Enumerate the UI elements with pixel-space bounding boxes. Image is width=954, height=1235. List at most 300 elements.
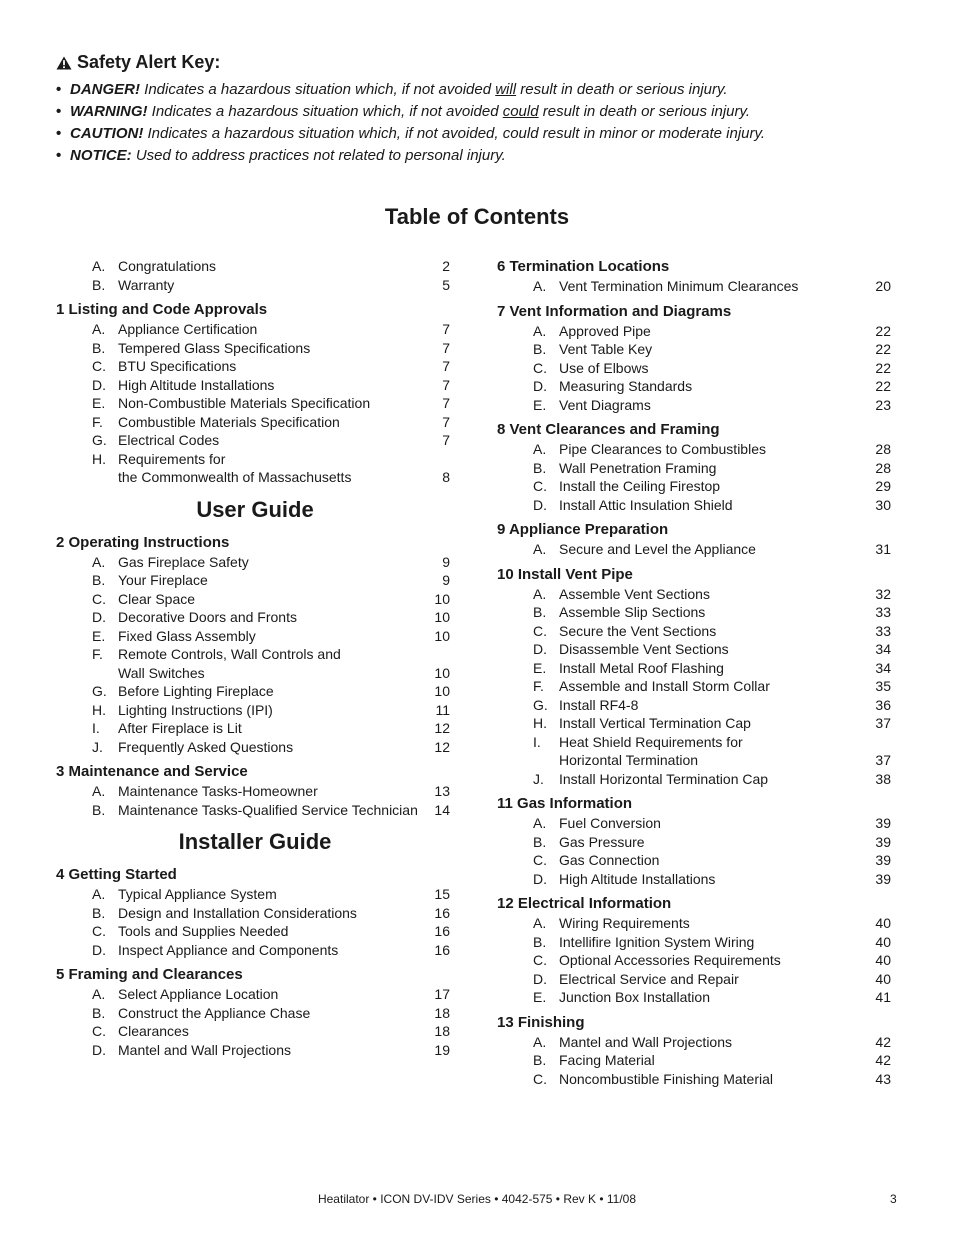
entry-page-number: 18 (434, 1023, 450, 1039)
toc-entry (56, 1041, 450, 1060)
guide-heading: Installer Guide (178, 829, 332, 854)
entry-letter: C. (92, 1023, 106, 1039)
toc-right-column (497, 257, 891, 1094)
toc-entry (497, 933, 891, 952)
entry-page-number: 7 (442, 376, 450, 393)
entry-title: Secure the Vent Sections (559, 622, 717, 639)
toc-entry (497, 377, 891, 396)
toc-section (497, 420, 891, 514)
entry-letter: D. (533, 378, 547, 394)
entry-letter: F. (92, 413, 103, 430)
entry-title: Appliance Certification (118, 321, 258, 337)
safety-alert-title-text: Safety Alert Key: (77, 52, 221, 72)
toc-section (497, 565, 891, 789)
entry-page-number: 37 (875, 752, 891, 768)
toc-entry (56, 701, 450, 720)
toc-entry (497, 540, 891, 559)
toc-entry (497, 696, 891, 715)
entry-title: Mantel and Wall Projections (118, 1041, 292, 1058)
entry-title: Clearances (118, 1023, 189, 1039)
toc-entry (56, 904, 450, 923)
entry-page-number: 12 (434, 738, 450, 755)
entry-letter: E. (533, 659, 547, 676)
entry-page-number: 10 (434, 683, 450, 699)
entry-letter: C. (533, 359, 547, 376)
entry-title: Vent Table Key (559, 341, 653, 357)
toc-section (497, 520, 891, 559)
entry-title: After Fireplace is Lit (118, 720, 242, 736)
toc-left-column (56, 257, 450, 1065)
entry-page-number: 43 (875, 1070, 891, 1087)
entry-letter: E. (533, 989, 547, 1005)
toc-entry (497, 951, 891, 970)
toc-entry (497, 1051, 891, 1070)
toc-entry (56, 801, 450, 820)
entry-title: Before Lighting Fireplace (118, 683, 274, 699)
entry-title: Horizontal Termination (559, 752, 699, 768)
section-heading: 7 Vent Information and Diagrams (497, 302, 732, 320)
entry-letter (92, 664, 118, 683)
entry-title: Pipe Clearances to Combustibles (559, 441, 766, 457)
entry-letter: F. (533, 678, 544, 694)
entry-letter: A. (533, 815, 547, 831)
entry-page-number: 35 (875, 678, 891, 694)
entry-title: Non-Combustible Materials Specification (118, 395, 371, 411)
entry-title: Electrical Service and Repair (559, 970, 739, 987)
warning-triangle-icon (56, 56, 72, 70)
entry-letter: A. (533, 441, 547, 457)
toc-entry (56, 413, 450, 432)
entry-page-number: 22 (875, 378, 891, 394)
entry-title: Install the Ceiling Firestop (559, 478, 721, 494)
bullet-icon: • (56, 147, 62, 164)
entry-title: Junction Box Installation (559, 989, 710, 1005)
alert-line (56, 123, 916, 145)
toc-entry (497, 833, 891, 852)
toc-entry (56, 941, 450, 960)
toc-entry (497, 359, 891, 378)
entry-letter: A. (533, 585, 547, 602)
toc-entry (56, 339, 450, 358)
toc-entry (497, 622, 891, 641)
entry-title: Mantel and Wall Projections (559, 1033, 733, 1050)
section-heading: 11 Gas Information (497, 795, 633, 812)
alert-text: Indicates a hazardous situation which, if not avoided (147, 103, 503, 120)
entry-page-number: 8 (442, 469, 450, 485)
toc-section (56, 865, 450, 959)
entry-title: Maintenance Tasks-Qualified Service Technician (118, 801, 418, 818)
entry-page-number: 19 (434, 1041, 450, 1058)
entry-title: Assemble Vent Sections (559, 585, 710, 602)
entry-letter: A. (92, 553, 106, 570)
entry-title: Install Horizontal Termination Cap (559, 770, 769, 787)
toc-entry (497, 988, 891, 1007)
toc-entry (56, 738, 450, 757)
entry-letter: C. (533, 1070, 547, 1087)
entry-letter: D. (92, 1041, 106, 1058)
section-heading: 3 Maintenance and Service (56, 763, 248, 780)
entry-letter: B. (92, 904, 106, 921)
alert-text: Indicates a hazardous situation which, if not avoided, could result in minor or moderate injury. (143, 125, 766, 142)
toc-entry (497, 751, 891, 770)
entry-title: Disassemble Vent Sections (559, 641, 729, 657)
entry-letter: C. (533, 952, 547, 968)
entry-page-number: 9 (442, 553, 450, 570)
toc-section (56, 533, 450, 757)
toc-entry (56, 1022, 450, 1041)
toc-entry (56, 664, 450, 683)
toc-entry (497, 870, 891, 889)
toc-entry (56, 571, 450, 590)
toc-entry (497, 396, 891, 415)
entry-page-number: 29 (875, 478, 891, 494)
alert-label: NOTICE: (70, 147, 132, 164)
entry-page-number: 15 (434, 886, 450, 902)
alert-line (56, 79, 916, 101)
alert-line (56, 101, 916, 123)
entry-letter: B. (92, 339, 106, 356)
entry-letter: J. (92, 738, 103, 755)
entry-letter: D. (533, 870, 547, 887)
footer-text: Heatilator • ICON DV-IDV Series • 4042-575 • Rev K • 11/08 (317, 1192, 637, 1206)
entry-letter: H. (92, 450, 106, 467)
toc-section (497, 1013, 891, 1089)
entry-title: Inspect Appliance and Components (118, 941, 339, 958)
entry-page-number: 33 (875, 604, 891, 620)
toc-title: Table of Contents (384, 204, 570, 229)
section-heading: 9 Appliance Preparation (497, 521, 669, 538)
entry-page-number: 28 (875, 441, 891, 457)
entry-letter: B. (92, 801, 106, 818)
entry-letter: I. (92, 720, 100, 736)
entry-title: Clear Space (118, 590, 196, 607)
entry-page-number: 7 (442, 339, 450, 356)
entry-page-number: 12 (434, 720, 450, 736)
entry-page-number: 10 (434, 664, 450, 681)
toc-section (497, 302, 891, 415)
entry-page-number: 34 (875, 659, 891, 676)
toc-entry (56, 431, 450, 450)
toc-entry (497, 496, 891, 515)
entry-letter: D. (533, 496, 547, 513)
entry-page-number: 37 (875, 715, 891, 731)
entry-title: High Altitude Installations (559, 870, 716, 887)
entry-title: Optional Accessories Requirements (559, 952, 781, 968)
toc-entry (56, 985, 450, 1004)
toc-entry (56, 885, 450, 904)
entry-page-number: 39 (875, 815, 891, 831)
alert-line (56, 145, 916, 167)
entry-letter (92, 468, 118, 487)
safety-alert-title (56, 52, 916, 73)
entry-letter: C. (92, 358, 106, 374)
entry-title: Design and Installation Considerations (118, 904, 357, 921)
toc-section (56, 300, 450, 487)
toc-entry (56, 682, 450, 701)
entry-title: Lighting Instructions (IPI) (118, 701, 273, 718)
entry-title: Noncombustible Finishing Material (559, 1070, 773, 1087)
toc-entry (497, 640, 891, 659)
section-heading: 12 Electrical Information (497, 895, 672, 912)
section-heading: 1 Listing and Code Approvals (56, 301, 268, 318)
entry-letter: B. (533, 604, 547, 620)
section-heading: 10 Install Vent Pipe (497, 565, 633, 583)
toc-entry (497, 340, 891, 359)
entry-page-number: 40 (875, 970, 891, 987)
entry-title: Fuel Conversion (559, 815, 661, 831)
entry-letter: C. (92, 590, 106, 607)
entry-title: Combustible Materials Specification (118, 413, 340, 430)
entry-title: the Commonwealth of Massachusetts (118, 469, 352, 485)
entry-page-number (420, 645, 450, 664)
alert-label: WARNING! (70, 103, 148, 120)
toc-entry (56, 257, 450, 276)
toc-entry (497, 459, 891, 478)
toc-entry (56, 320, 450, 339)
entry-page-number: 5 (442, 276, 450, 293)
entry-page-number: 16 (434, 923, 450, 939)
toc-entry (497, 714, 891, 733)
entry-title: Secure and Level the Appliance (559, 541, 756, 557)
entry-title: Warranty (118, 276, 175, 293)
toc-section (497, 894, 891, 1007)
entry-title: Tools and Supplies Needed (118, 923, 289, 939)
toc-entry (56, 394, 450, 413)
toc-entry (56, 922, 450, 941)
section-heading: 6 Termination Locations (497, 258, 670, 275)
entry-letter: B. (533, 833, 547, 850)
toc-entry (56, 276, 450, 295)
entry-title: Maintenance Tasks-Homeowner (118, 783, 318, 799)
entry-letter: C. (533, 478, 547, 494)
entry-letter: D. (92, 376, 106, 393)
entry-title: Remote Controls, Wall Controls and (118, 646, 341, 662)
entry-title: Your Fireplace (118, 572, 208, 588)
bullet-icon: • (56, 125, 62, 142)
entry-page-number: 39 (875, 870, 891, 887)
entry-page-number: 10 (434, 590, 450, 607)
entry-title: High Altitude Installations (118, 376, 275, 393)
entry-letter: J. (533, 770, 544, 787)
entry-letter: D. (533, 970, 547, 987)
toc-section (56, 257, 450, 294)
section-heading: 4 Getting Started (56, 866, 177, 883)
entry-page-number: 7 (442, 413, 450, 430)
toc-entry (497, 970, 891, 989)
entry-letter: B. (533, 459, 547, 476)
toc-entry (497, 277, 891, 296)
entry-page-number: 23 (875, 396, 891, 413)
entry-page-number: 42 (875, 1052, 891, 1068)
safety-alert-key (56, 52, 916, 167)
entry-page-number: 40 (875, 952, 891, 968)
entry-letter: H. (92, 701, 106, 718)
entry-letter: C. (533, 852, 547, 868)
toc-entry (497, 603, 891, 622)
entry-page-number: 14 (434, 801, 450, 818)
entry-letter: D. (533, 641, 547, 657)
toc-entry (56, 553, 450, 572)
entry-title: Assemble and Install Storm Collar (559, 678, 770, 694)
entry-letter: B. (533, 933, 547, 950)
entry-title: Install Vertical Termination Cap (559, 715, 751, 731)
entry-title: Typical Appliance System (118, 886, 277, 902)
entry-page-number: 40 (875, 915, 891, 931)
entry-page-number: 30 (875, 496, 891, 513)
toc-entry (56, 376, 450, 395)
toc-entry (56, 450, 450, 469)
entry-letter: G. (533, 696, 548, 713)
entry-title: Vent Termination Minimum Clearances (559, 278, 799, 294)
alert-text-end: result in death or serious injury. (516, 81, 728, 98)
toc-entry (56, 468, 450, 487)
entry-letter: A. (92, 321, 106, 337)
entry-page-number: 2 (442, 258, 450, 274)
entry-letter: A. (92, 783, 106, 799)
section-heading: 2 Operating Instructions (56, 533, 230, 551)
alert-label: CAUTION! (70, 125, 144, 142)
entry-page-number: 10 (434, 627, 450, 644)
toc-entry (56, 1004, 450, 1023)
entry-letter: D. (92, 941, 106, 958)
entry-page-number: 18 (434, 1004, 450, 1021)
entry-letter: E. (92, 627, 106, 644)
entry-title: Gas Connection (559, 852, 660, 868)
entry-page-number: 28 (875, 459, 891, 476)
alert-label: DANGER! (70, 81, 140, 98)
entry-letter: E. (533, 396, 547, 413)
entry-letter: C. (533, 622, 547, 639)
section-heading: 8 Vent Clearances and Framing (497, 421, 720, 438)
alert-list (56, 79, 916, 167)
bullet-icon: • (56, 103, 62, 120)
entry-letter: B. (92, 276, 106, 293)
toc-entry (497, 733, 891, 752)
toc-entry (56, 357, 450, 376)
entry-title: Assemble Slip Sections (559, 604, 706, 620)
alert-text: Used to address practices not related to personal injury. (131, 147, 506, 164)
entry-page-number: 36 (875, 696, 891, 713)
entry-page-number: 7 (442, 358, 450, 374)
entry-letter: D. (92, 609, 106, 625)
entry-page-number: 31 (875, 541, 891, 557)
entry-page-number: 41 (875, 989, 891, 1005)
entry-title: Fixed Glass Assembly (118, 627, 256, 644)
toc-entry (497, 585, 891, 604)
entry-page-number: 22 (875, 359, 891, 376)
entry-page-number: 39 (875, 852, 891, 868)
toc-section (56, 965, 450, 1059)
entry-letter: A. (533, 322, 547, 339)
entry-title: Decorative Doors and Fronts (118, 609, 297, 625)
entry-letter: E. (92, 395, 106, 411)
toc-entry (497, 914, 891, 933)
entry-letter: A. (92, 258, 106, 274)
entry-page-number: 32 (875, 585, 891, 602)
entry-letter: B. (533, 1052, 547, 1068)
entry-page-number: 42 (875, 1033, 891, 1050)
entry-page-number: 20 (875, 278, 891, 294)
toc-section (56, 762, 450, 819)
entry-page-number: 16 (434, 941, 450, 958)
alert-text-end: result in death or serious injury. (538, 103, 751, 120)
entry-letter: C. (92, 923, 106, 939)
entry-page-number: 17 (434, 986, 450, 1002)
toc-entry (497, 677, 891, 696)
toc-section (497, 257, 891, 296)
toc-entry (497, 1070, 891, 1089)
entry-page-number: 7 (442, 321, 450, 337)
entry-letter: I. (533, 733, 541, 750)
entry-title: Congratulations (118, 258, 217, 274)
entry-letter: A. (92, 886, 106, 902)
entry-title: Select Appliance Location (118, 986, 279, 1002)
entry-letter: A. (533, 541, 547, 557)
entry-page-number: 7 (442, 395, 450, 411)
guide-heading: User Guide (196, 496, 314, 522)
alert-text: Indicates a hazardous situation which, if not avoided (140, 81, 496, 98)
entry-page-number (861, 733, 891, 752)
entry-title: Facing Material (559, 1052, 655, 1068)
entry-title: Install Attic Insulation Shield (559, 496, 733, 513)
entry-title: BTU Specifications (118, 358, 237, 374)
toc-entry (56, 782, 450, 801)
entry-title: Construct the Appliance Chase (118, 1004, 311, 1021)
entry-title: Gas Pressure (559, 833, 645, 850)
footer-page-number: 3 (890, 1192, 897, 1206)
entry-page-number: 10 (434, 609, 450, 625)
entry-title: Requirements for (118, 450, 226, 467)
bullet-icon: • (56, 81, 62, 98)
entry-letter: H. (533, 715, 547, 731)
entry-page-number: 22 (875, 341, 891, 357)
entry-title: Wall Penetration Framing (559, 459, 717, 476)
toc-entry (497, 477, 891, 496)
toc-entry (497, 770, 891, 789)
toc-entry (56, 627, 450, 646)
entry-title: Use of Elbows (559, 359, 649, 376)
toc-section (497, 794, 891, 888)
entry-letter: B. (92, 572, 106, 588)
entry-page-number (420, 450, 450, 469)
entry-letter: A. (533, 278, 547, 294)
toc-entry (56, 645, 450, 664)
entry-letter: G. (92, 683, 107, 699)
toc-entry (56, 719, 450, 738)
section-heading: 13 Finishing (497, 1013, 585, 1031)
entry-page-number: 38 (875, 770, 891, 787)
entry-letter: A. (92, 986, 106, 1002)
entry-title: Electrical Codes (118, 432, 220, 448)
toc-entry (497, 659, 891, 678)
toc-entry (497, 322, 891, 341)
entry-title: Install Metal Roof Flashing (559, 659, 724, 676)
entry-page-number: 40 (875, 933, 891, 950)
entry-page-number: 22 (875, 322, 891, 339)
entry-page-number: 13 (434, 783, 450, 799)
alert-emphasis: will (495, 81, 517, 98)
alert-emphasis: could (502, 103, 539, 120)
entry-letter: B. (92, 1004, 106, 1021)
entry-letter: A. (533, 1033, 547, 1050)
toc-entry (497, 814, 891, 833)
toc-entry (56, 590, 450, 609)
entry-letter: G. (92, 432, 107, 448)
entry-letter: A. (533, 915, 547, 931)
entry-page-number: 16 (434, 904, 450, 921)
entry-page-number: 7 (442, 432, 450, 448)
toc-entry (497, 440, 891, 459)
